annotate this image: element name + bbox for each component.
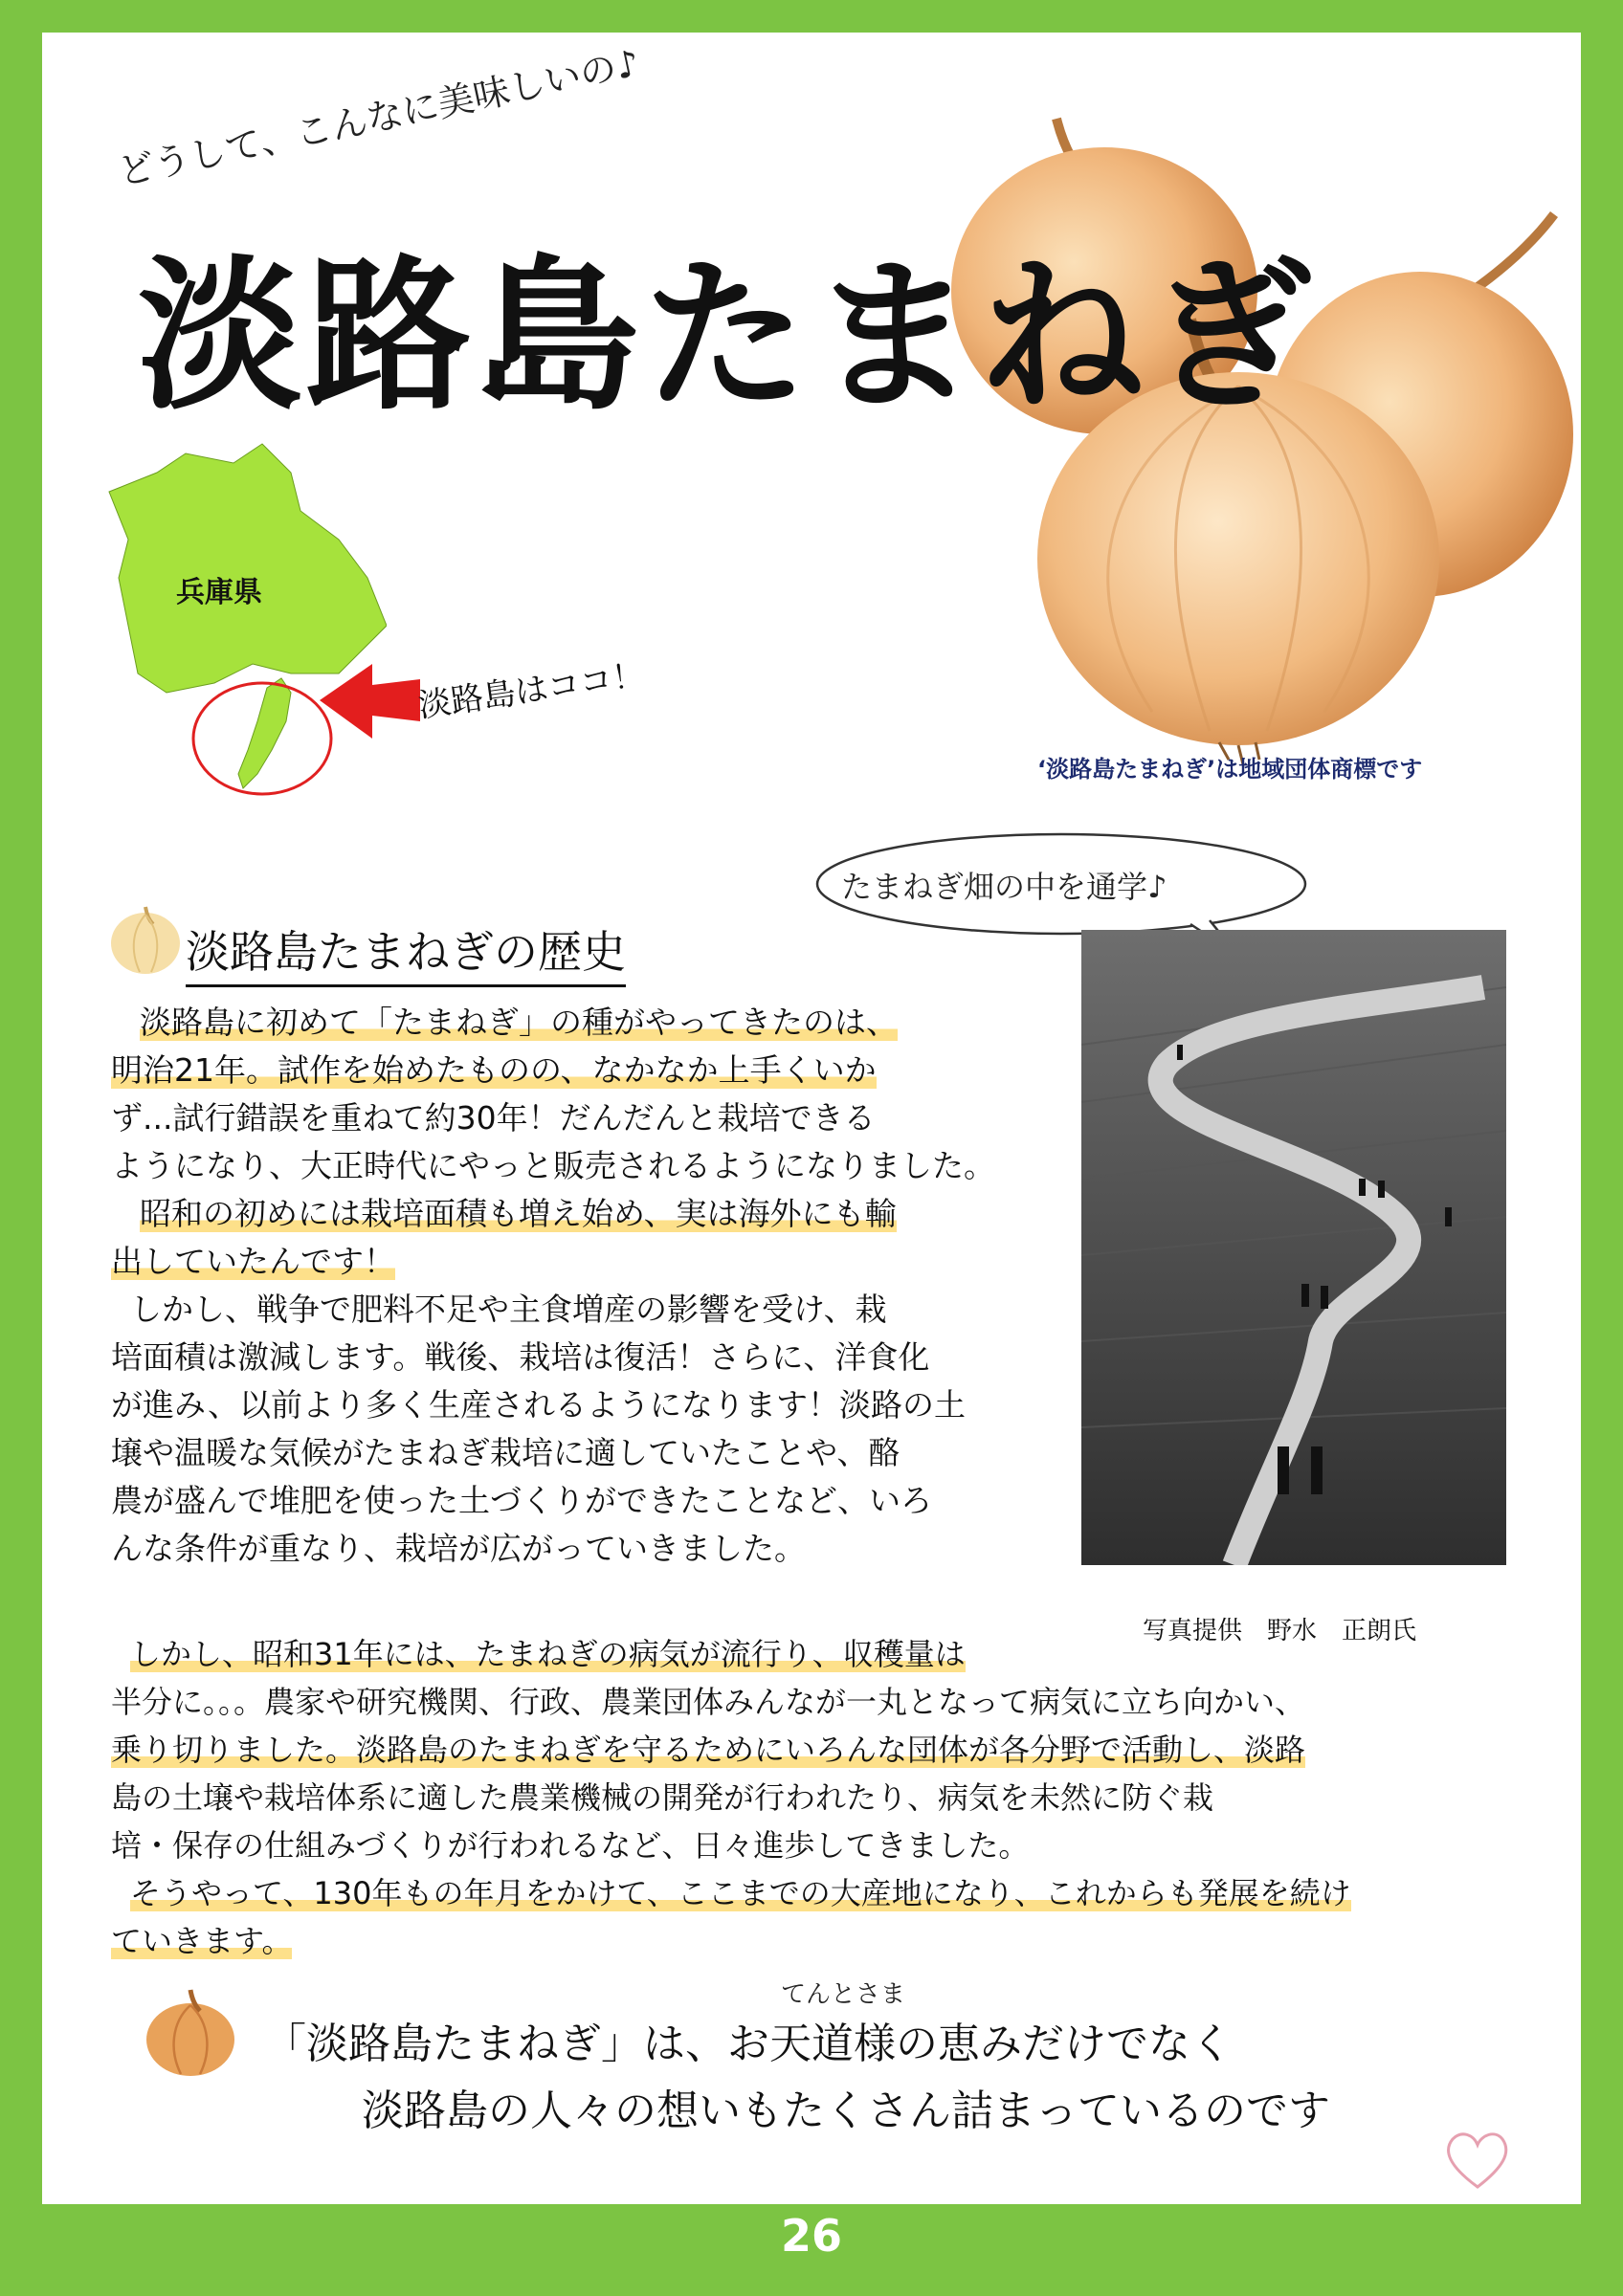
page (42, 33, 1581, 2204)
closing-line-1: 「淡路島たまねぎ」は、お天道様の恵みだけでなく (264, 2020, 1233, 2068)
paragraph-line: しかし、昭和31年には、たまねぎの病気が流行り、収穫量は (130, 1636, 966, 1672)
paragraph-line: ていきます。 (111, 1923, 293, 1959)
paragraph-line: ようになり、大正時代にやっと販売されるようになりました。 (111, 1147, 995, 1184)
paragraph-line: ず...試行錯誤を重ねて約30年！だんだんと栽培できる (111, 1099, 876, 1137)
heart-icon (1439, 2128, 1516, 2195)
history-paragraph (111, 999, 995, 1573)
closing-onion-icon (143, 1984, 238, 2080)
section-title: 淡路島たまねぎの歴史 (186, 917, 626, 987)
paragraph-line: 明治21年。試作を始めたものの、なかなか上手くいか (111, 1051, 877, 1089)
paragraph-line: 培面積は激減します。戦後、栽培は復活！さらに、洋食化 (111, 1338, 930, 1376)
paragraph-line: んな条件が重なり、栽培が広がっていきました。 (111, 1530, 806, 1567)
school-path-photo (1081, 930, 1506, 1565)
paragraph-line: 昭和の初めには栽培面積も増え始め、実は海外にも輸 (140, 1195, 897, 1232)
red-arrow-icon (320, 654, 425, 740)
paragraph-line: 乗り切りました。淡路島のたまねぎを守るためにいろんな団体が各分野で活動し、淡路 (111, 1732, 1306, 1768)
trademark-note: ‘淡路島たまねぎ’は地域団体商標です (1037, 756, 1423, 783)
photo-caption: 写真提供 野水 正朗氏 (1143, 1617, 1417, 1645)
paragraph-line: しかし、戦争で肥料不足や主食増産の影響を受け、栽 (130, 1291, 887, 1328)
speech-bubble-text: たまねぎ畑の中を通学♪ (841, 869, 1167, 905)
tagline: どうして、こんなに美味しいの♪ (114, 41, 643, 194)
page-title: 淡路島たまねぎ (138, 240, 1317, 432)
onion-illustration (923, 99, 1583, 788)
paragraph-line: 島の土壌や栽培体系に適した農業機械の開発が行われたり、病気を未然に防ぐ栽 (111, 1779, 1214, 1816)
closing-ruby: てんとさま (781, 1980, 906, 2009)
hyogo-map (100, 434, 387, 798)
map-pointer-text: 淡路島はココ！ (415, 655, 648, 726)
page-number: 26 (780, 2210, 842, 2262)
awaji-island-shape (238, 678, 291, 788)
paragraph-line: 農が盛んで堆肥を使った土づくりができたことなど、いろ (111, 1482, 932, 1519)
small-onion-icon (107, 901, 184, 978)
paragraph-line: 淡路島に初めて「たまねぎ」の種がやってきたのは、 (140, 1004, 898, 1041)
paragraph-line: 半分に。。。農家や研究機関、行政、農業団体みんなが一丸となって病気に立ち向かい、 (111, 1684, 1306, 1720)
paragraph-line: そうやって、130年もの年月をかけて、ここまでの大産地になり、これからも発展を続け (130, 1875, 1351, 1911)
paragraph-line: が進み、以前より多く生産されるようになります！淡路の土 (111, 1386, 966, 1424)
paragraph-line: 培・保存の仕組みづくりが行われるなど、日々進歩してきました。 (111, 1827, 1030, 1864)
map-prefecture-label: 兵庫県 (176, 576, 262, 609)
paragraph-line: 壌や温暖な気候がたまねぎ栽培に適していたことや、酪 (111, 1434, 900, 1471)
history-paragraph-wide (111, 1630, 1351, 1965)
closing-line-2: 淡路島の人々の想いもたくさん詰まっているのです (362, 2086, 1330, 2135)
paragraph-line: 出していたんです！ (111, 1243, 395, 1280)
